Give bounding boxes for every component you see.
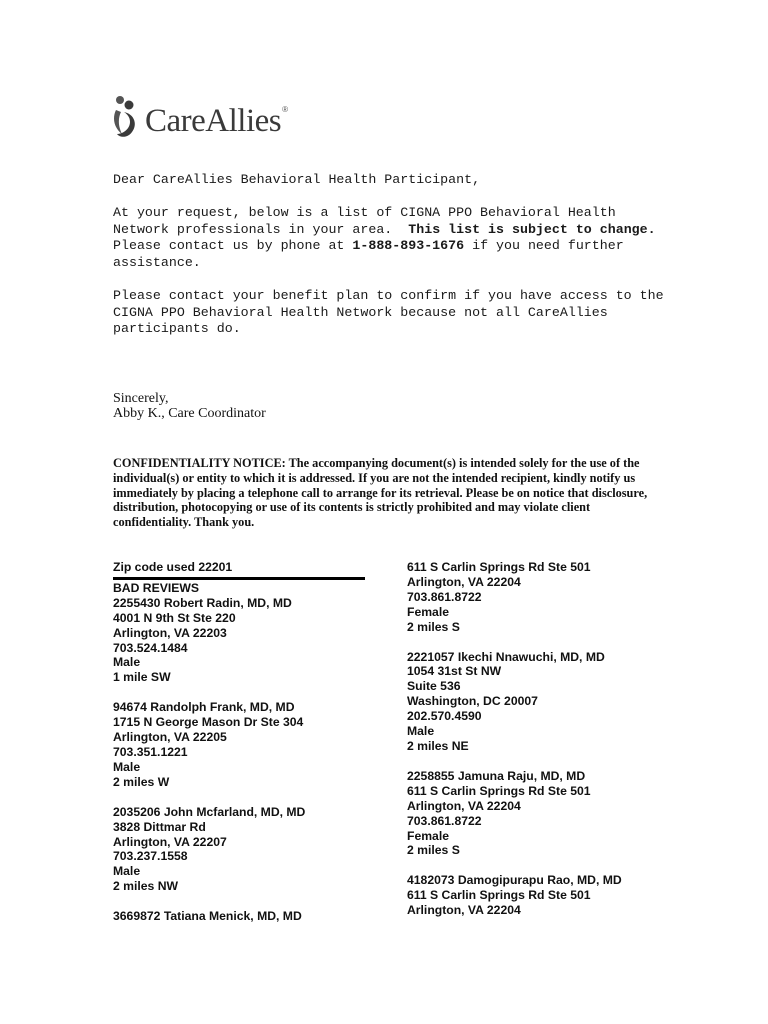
salutation: Dear CareAllies Behavioral Health Participant, [113, 172, 481, 187]
provider-entry [407, 650, 667, 754]
provider-entries-left [113, 581, 365, 924]
provider-entry-line: 2221057 Ikechi Nnawuchi, MD, MD [407, 649, 605, 664]
provider-entry-line: 2 miles NE [407, 738, 469, 753]
paragraph-request-text-3: if you need further assistance. [113, 238, 632, 270]
provider-entry-line: 703.237.1558 [113, 849, 188, 864]
provider-entry-line: 611 S Carlin Springs Rd Ste 501 [407, 888, 591, 903]
provider-entry-line: 2255430 Robert Radin, MD, MD [113, 595, 292, 610]
provider-entry-line: 94674 Randolph Frank, MD, MD [113, 700, 295, 715]
provider-list-right [407, 560, 667, 933]
provider-entry [113, 581, 365, 685]
provider-entry-line: Male [407, 724, 435, 739]
provider-entry-line: Arlington, VA 22203 [113, 625, 227, 640]
provider-entry-line: Arlington, VA 22204 [407, 798, 521, 813]
closing: Sincerely, [113, 391, 169, 406]
provider-entry [407, 560, 667, 635]
paragraph-request [113, 205, 673, 271]
people-icon [112, 94, 142, 140]
paragraph-benefit-plan: Please contact your benefit plan to confirm if you have access to the CIGNA PPO Behavioral Health Network because not all CareAllies participants do. [113, 288, 672, 336]
provider-list-left [113, 560, 365, 939]
provider-entry-line: 3828 Dittmar Rd [113, 819, 206, 834]
provider-entry-line: Male [113, 864, 141, 879]
provider-entry-line: Arlington, VA 22204 [407, 903, 521, 918]
provider-entry-line: 703.351.1221 [113, 744, 188, 759]
provider-entry-line: 611 S Carlin Springs Rd Ste 501 [407, 560, 591, 574]
provider-entry-line: 2 miles S [407, 843, 460, 858]
provider-entry-line: 1715 N George Mason Dr Ste 304 [113, 715, 304, 730]
provider-entry [113, 805, 365, 894]
provider-entry-line: 2 miles NW [113, 879, 179, 894]
signature: Abby K., Care Coordinator [113, 406, 266, 421]
provider-entry-line: Arlington, VA 22207 [113, 834, 227, 849]
confidentiality-notice: CONFIDENTIALITY NOTICE: The accompanying document(s) is intended solely for the use of the individual(s) or entity to which it is addressed. If you are not the intended recipient, kindly notify us immediately by placing a telephone call to arrange for its retrieval. Please be on notice that disclosure, distribution, photocopying or use of its contents is strictly prohibited and may violate client confidentiality. Thank you. [113, 456, 648, 530]
provider-entry-line: Female [407, 828, 450, 843]
provider-entry-line: 202.570.4590 [407, 709, 482, 724]
provider-entry [407, 769, 667, 858]
zip-code-label: Zip code used 22201 [113, 560, 233, 574]
provider-entry-line: Arlington, VA 22204 [407, 574, 521, 589]
provider-entry-line: 2 miles W [113, 774, 170, 789]
provider-entry-line: 703.861.8722 [407, 813, 482, 828]
provider-entry-line: Washington, DC 20007 [407, 694, 538, 709]
provider-entry-line: 2258855 Jamuna Raju, MD, MD [407, 768, 586, 783]
provider-entry-line: Female [407, 604, 450, 619]
provider-entry [113, 909, 365, 924]
phone-number: 1-888-893-1676 [352, 238, 465, 253]
provider-entry [113, 700, 365, 789]
provider-entries-right [407, 560, 667, 918]
provider-entry-line: Male [113, 655, 141, 670]
provider-entry-line: 1 mile SW [113, 670, 171, 685]
provider-entry-line: 2035206 John Mcfarland, MD, MD [113, 804, 306, 819]
logo-wordmark: CareAllies [145, 103, 282, 139]
provider-entry-line: 4001 N 9th St Ste 220 [113, 610, 236, 625]
provider-entry-line: 1054 31st St NW [407, 664, 502, 679]
provider-entry-line: 3669872 Tatiana Menick, MD, MD [113, 909, 302, 924]
careallies-logo [112, 92, 288, 140]
divider [113, 577, 365, 580]
paragraph-request-text-1: At your request, below is a list of CIGNA PPO Behavioral Health Network professionals in your area. [113, 205, 624, 237]
paragraph-request-text-2: Please contact us by phone at [113, 221, 672, 253]
provider-entry-line: 703.524.1484 [113, 640, 188, 655]
provider-entry-line: 2 miles S [407, 619, 460, 634]
provider-entry [407, 873, 667, 918]
provider-entry-line: 4182073 Damogipurapu Rao, MD, MD [407, 873, 622, 888]
provider-entry-line: Suite 536 [407, 679, 461, 694]
paragraph-request-emphasis: This list is subject to change. [408, 221, 656, 237]
provider-entry-line: Male [113, 759, 141, 774]
provider-entry-line: 611 S Carlin Springs Rd Ste 501 [407, 783, 591, 798]
registered-mark: ® [282, 105, 289, 114]
provider-entry-line: BAD REVIEWS [113, 580, 199, 595]
provider-entry-line: Arlington, VA 22205 [113, 730, 227, 745]
provider-entry-line: 703.861.8722 [407, 589, 482, 604]
